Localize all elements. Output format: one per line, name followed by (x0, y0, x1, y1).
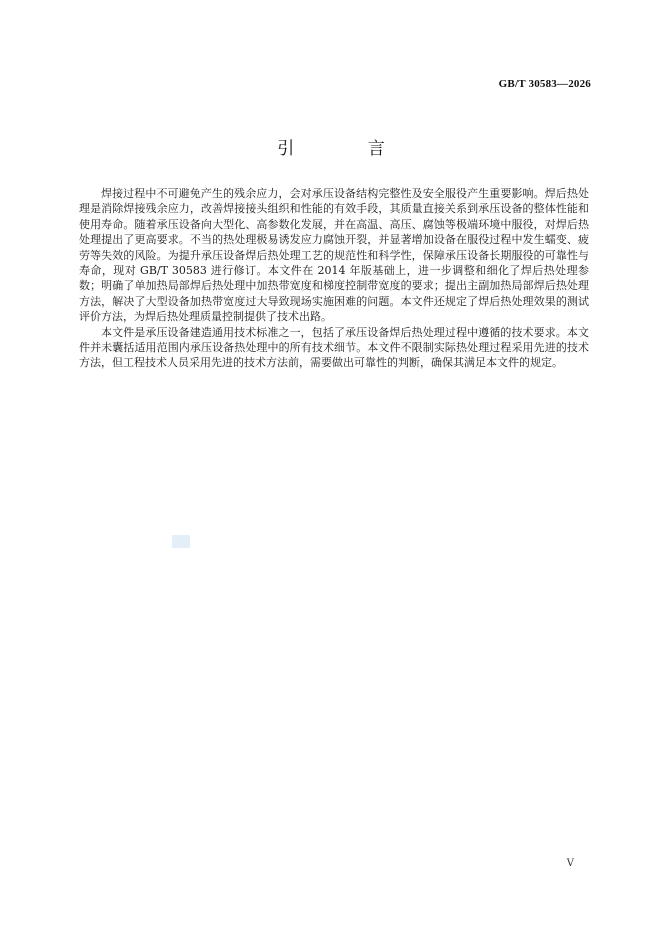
page-title: 引 言 (277, 139, 419, 159)
watermark-logo (172, 535, 190, 548)
page-number: V (566, 858, 574, 869)
standard-code: GB/T 30583—2026 (498, 78, 591, 90)
body-text (79, 186, 589, 371)
paragraph-2: 本文件是承压设备建造通用技术标准之一，包括了承压设备焊后热处理过程中遵循的技术要求。本文件并未囊括适用范围内承压设备热处理中的所有技术细节。本文件不限制实际热处理过程采用先进的技术方法，但工程技术人员采用先进的技术方法前，需要做出可靠性的判断，确保其满足本文件的规定。 (79, 325, 589, 370)
paragraph-1: 焊接过程中不可避免产生的残余应力，会对承压设备结构完整性及安全服役产生重要影响。焊后热处理是消除焊接残余应力，改善焊接接头组织和性能的有效手段，其质量直接关系到承压设备的整体性能和使用寿命。随着承压设备向大型化、高参数化发展，并在高温、高压、腐蚀等极端环境中服役，对焊后热处理提出了更高要求。不当的热处理极易诱发应力腐蚀开裂，并显著增加设备在服役过程中发生蠕变、疲劳等失效的风险。为提升承压设备焊后热处理工艺的规范性和科学性，保障承压设备长期服役的可靠性与寿命，现对 GB/T 30583 进行修订。本文件在 2014 年版基础上，进一步调整和细化了焊后热处理参数；明确了单加热局部焊后热处理中加热带宽度和梯度控制带宽度的要求；提出主副加热局部焊后热处理方法，解决了大型设备加热带宽度过大导致现场实施困难的问题。本文件还规定了焊后热处理效果的测试评价方法，为焊后热处理质量控制提供了技术出路。 (79, 187, 589, 324)
